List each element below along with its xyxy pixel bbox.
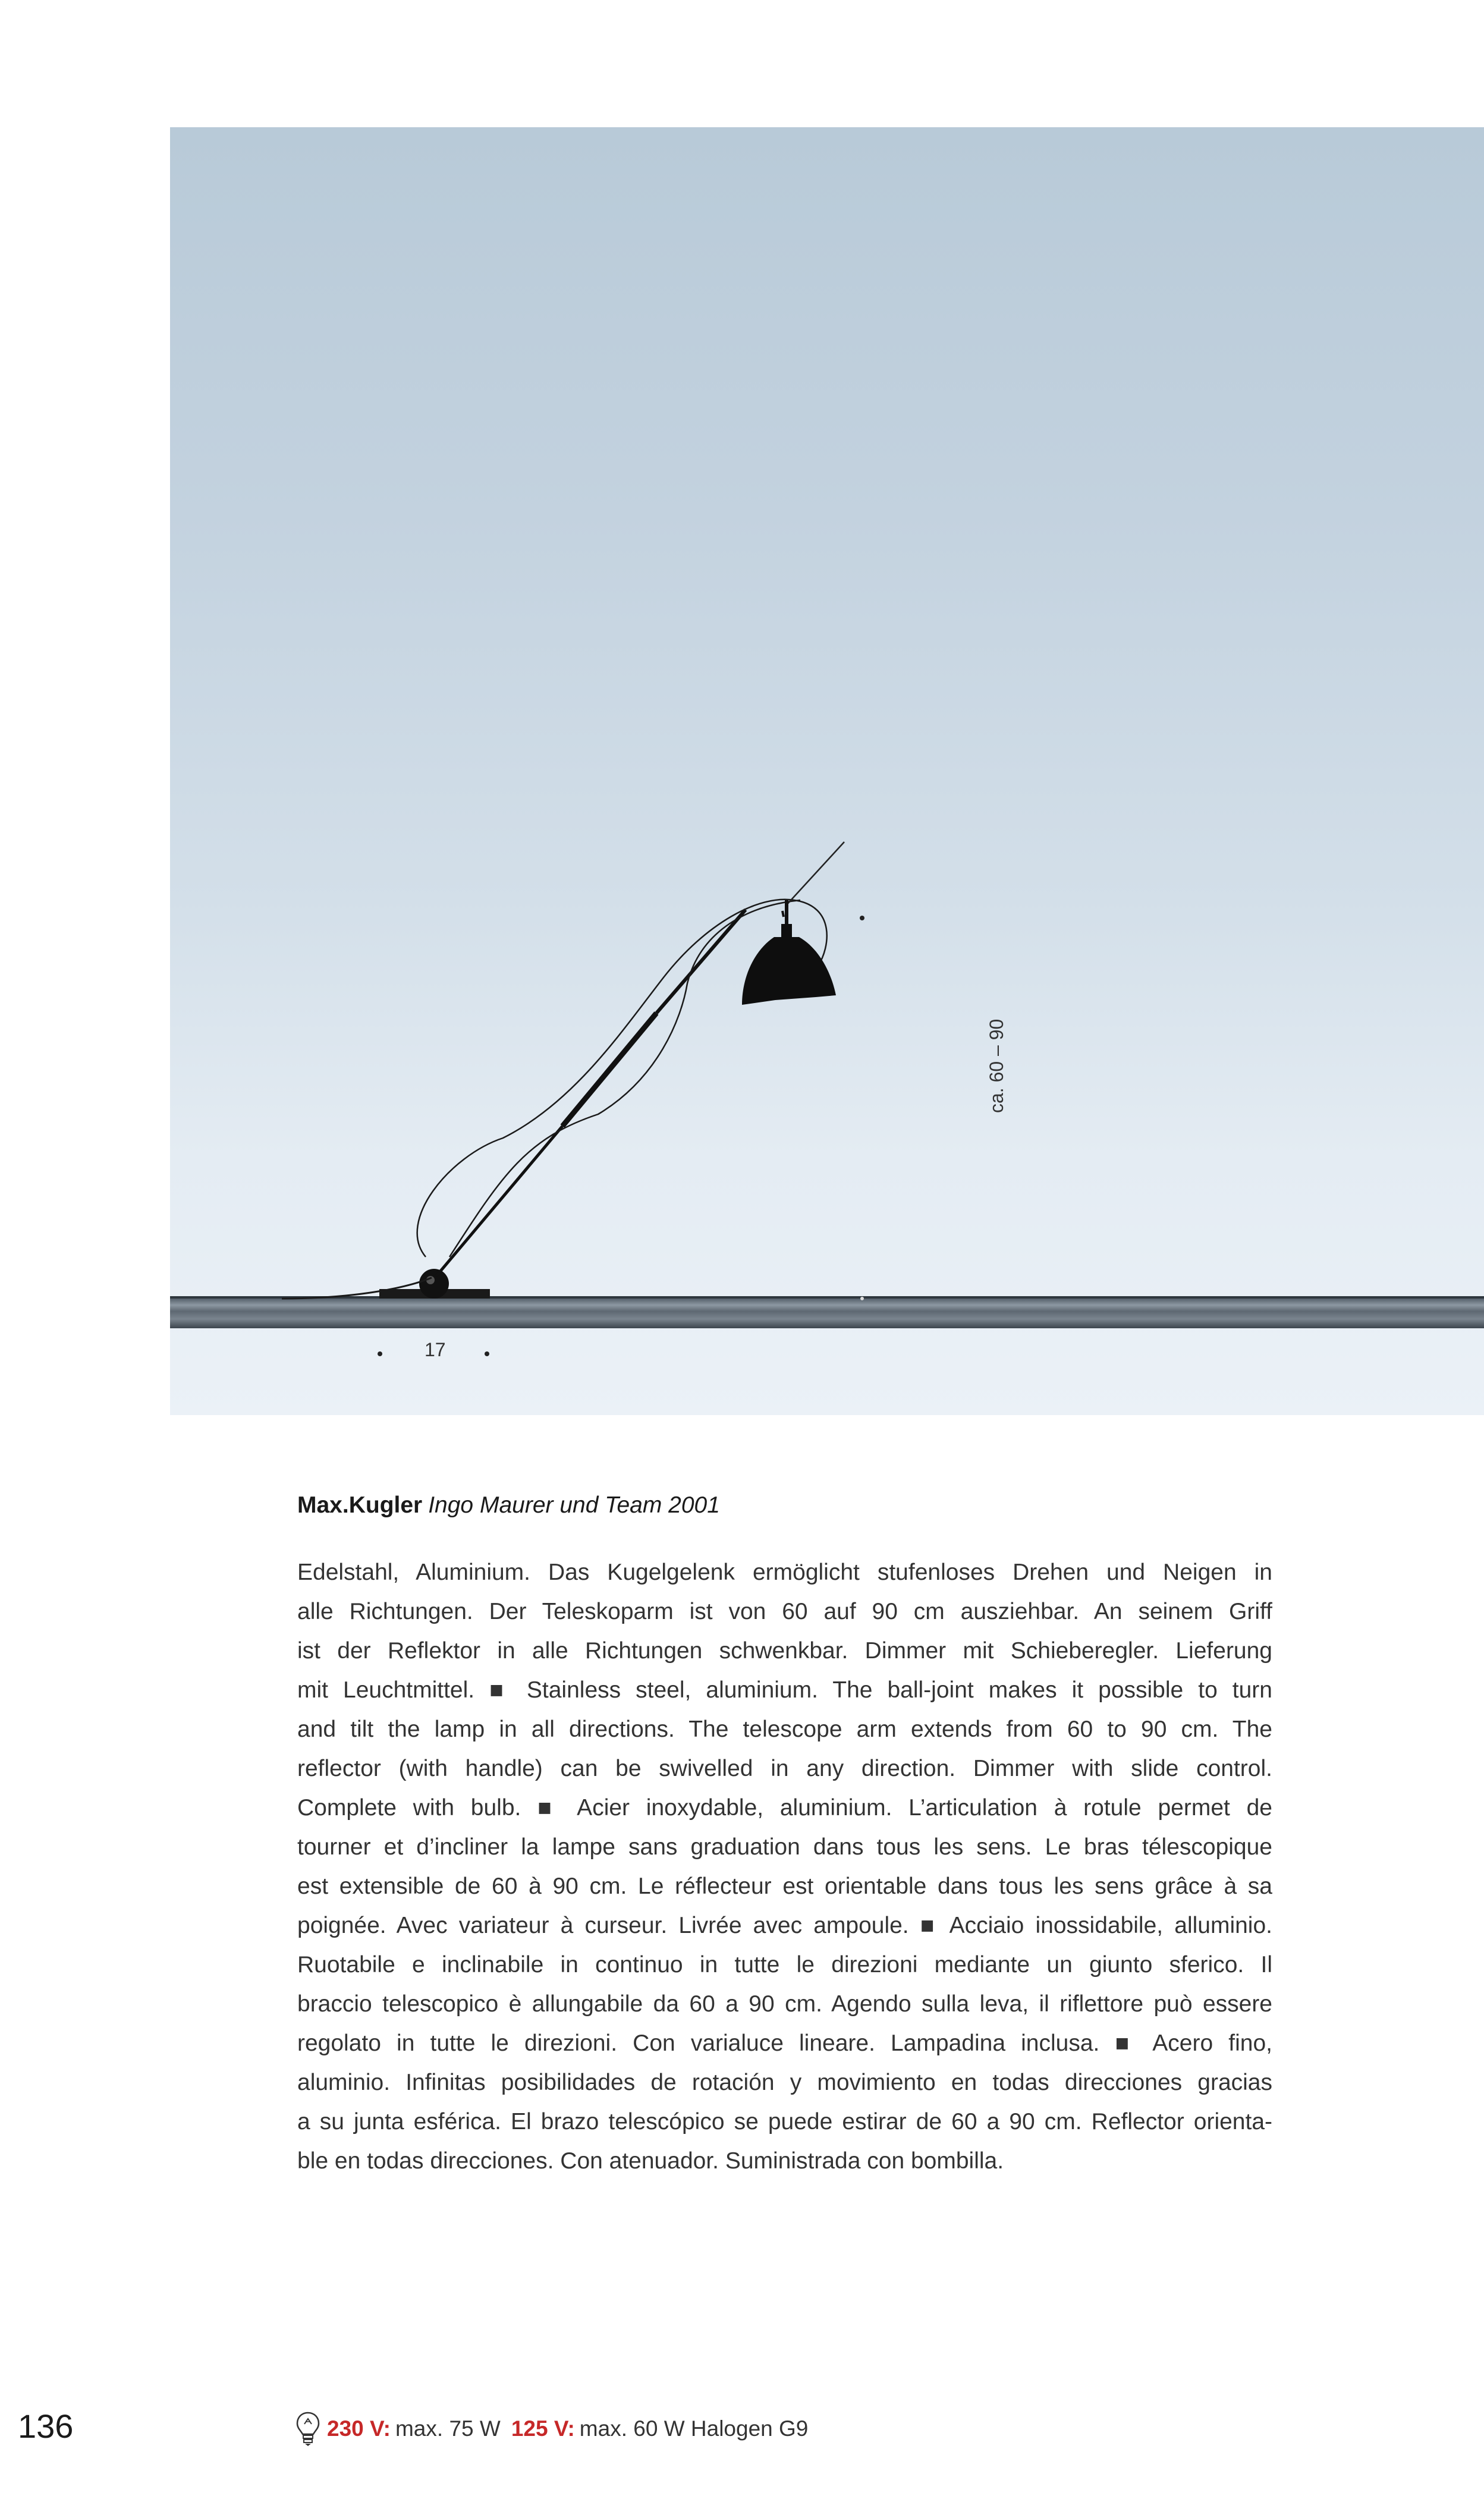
height-dimension-label: ca. 60 – 90 xyxy=(986,1018,1007,1113)
description-line: Ruotabile e inclinabile in continuo in tutte le direzioni mediante un giunto sferico. Il xyxy=(297,1952,1272,1978)
description-line: and tilt the lamp in all directions. The telescope arm extends from 60 to 90 cm. The xyxy=(297,1717,1272,1742)
lamp-illustration xyxy=(170,127,1484,1415)
description-line: poignée. Avec variateur à curseur. Livrée avec ampoule. ■ Acciaio inossidabile, alluminio. xyxy=(297,1913,1272,1938)
page-number: 136 xyxy=(18,2407,74,2445)
product-designer: Ingo Maurer und Team 2001 xyxy=(428,1492,720,1518)
wattage-125-value: max. 60 W Halogen G9 xyxy=(579,2416,809,2441)
description-line: alle Richtungen. Der Teleskoparm ist von 60 auf 90 cm ausziehbar. An seinem Griff xyxy=(297,1599,1272,1624)
product-name: Max.Kugler xyxy=(297,1492,423,1518)
lamp-base xyxy=(379,1269,490,1299)
electrical-specs xyxy=(295,2411,819,2447)
voltage-230-label: 230 V: xyxy=(327,2416,391,2441)
description-line: regolato in tutte le direzioni. Con varialuce lineare. Lampadina inclusa. ■ Acero fino, xyxy=(297,2030,1272,2056)
description-line: ist der Reflektor in alle Richtungen schwenkbar. Dimmer mit Schieberegler. Lieferung xyxy=(297,1638,1272,1664)
description-line: Edelstahl, Aluminium. Das Kugelgelenk ermöglicht stufenloses Drehen und Neigen in xyxy=(297,1560,1272,1585)
telescopic-arm xyxy=(436,910,746,1276)
base-dimension-label: 17 xyxy=(425,1339,446,1360)
description-line: a su junta esférica. El brazo telescópico se puede estirar de 60 a 90 cm. Reflector orienta- xyxy=(297,2109,1272,2135)
product-heading xyxy=(297,1492,720,1519)
product-description xyxy=(297,1553,1272,2181)
product-photo xyxy=(170,127,1484,1415)
voltage-125-label: 125 V: xyxy=(511,2416,575,2441)
description-line: reflector (with handle) can be swivelled in any direction. Dimmer with slide control. xyxy=(297,1756,1272,1781)
reflector-handle xyxy=(782,911,784,917)
description-line: braccio telescopico è allungabile da 60 a 90 cm. Agendo sulla leva, il riflettore può essere xyxy=(297,1991,1272,2017)
description-line: Complete with bulb. ■ Acier inoxydable, aluminium. L’articulation à rotule permet de xyxy=(297,1795,1272,1821)
reflector-lever xyxy=(785,842,844,906)
shelf xyxy=(170,1296,1484,1328)
wattage-230-value: max. 75 W xyxy=(395,2416,501,2441)
description-line: mit Leuchtmittel. ■ Stainless steel, aluminium. The ball-joint makes it possible to turn xyxy=(297,1677,1272,1703)
halogen-bulb-icon xyxy=(295,2411,321,2447)
description-line: aluminio. Infinitas posibilidades de rotación y movimiento en todas direcciones gracias xyxy=(297,2070,1272,2095)
description-line: est extensible de 60 à 90 cm. Le réflecteur est orientable dans tous les sens grâce à sa xyxy=(297,1873,1272,1899)
description-line: ble en todas direcciones. Con atenuador. Suministrada con bombilla. xyxy=(297,2148,1004,2174)
description-line: tourner et d’incliner la lampe sans graduation dans tous les sens. Le bras télescopique xyxy=(297,1834,1272,1860)
lamp-wire xyxy=(449,900,800,1257)
